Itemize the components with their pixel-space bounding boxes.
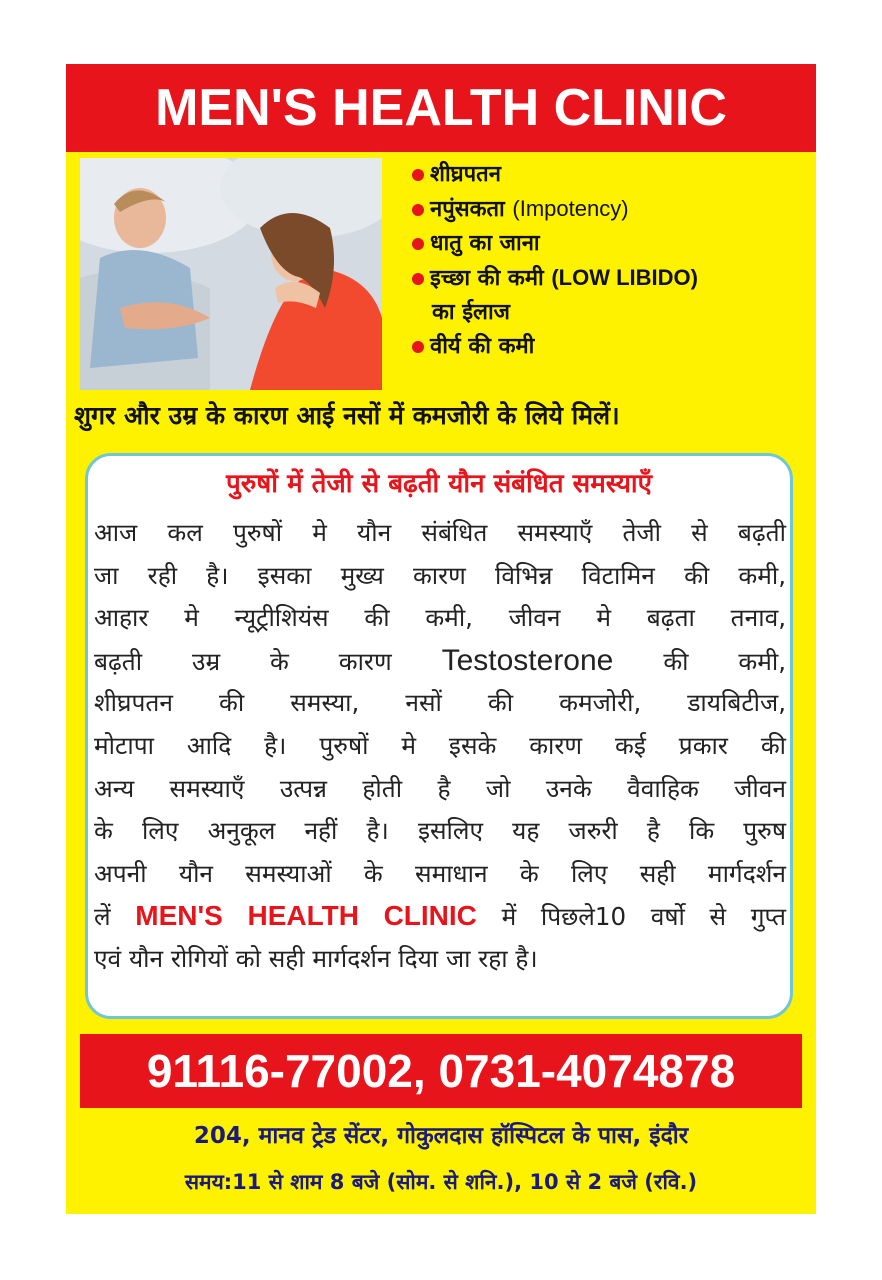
treatment-list xyxy=(412,158,812,364)
list-item xyxy=(412,261,812,330)
bullet-dot-icon xyxy=(412,238,424,250)
body-line: आहार मे न्यूट्रीशियंस की कमी, जीवन मे बढ़ता तनाव, xyxy=(94,603,786,633)
body-line: जा रही है। इसका मुख्य कारण विभिन्न विटामिन की कमी, xyxy=(94,560,786,590)
bullet-dot-icon xyxy=(412,341,424,353)
list-item-label: धातु का जाना xyxy=(430,231,540,256)
bullet-dot-icon xyxy=(412,169,424,181)
clinic-timing: समय:11 से शाम 8 बजे (सोम. से शनि.), 10 से 2 बजे (रवि.) xyxy=(184,1170,698,1194)
list-item xyxy=(412,227,812,261)
phone-numbers[interactable]: 91116-77002, 0731-4074878 xyxy=(80,1034,802,1108)
body-line: शीघ्रपतन की समस्या, नसों की कमजोरी, डायबिटीज, xyxy=(94,688,786,718)
clinic-address: 204, मानव ट्रेड सेंटर, गोकुलदास हॉस्पिटल के पास, इंदौर xyxy=(193,1123,689,1149)
body-text: बढ़ती उम्र के कारण xyxy=(94,646,392,676)
couple-photo-illustration xyxy=(80,158,382,390)
bullet-dot-icon xyxy=(412,273,424,285)
body-text: की कमी, xyxy=(663,646,786,676)
list-item-english: (LOW LIBIDO) xyxy=(551,265,698,290)
bullet-dot-icon xyxy=(412,204,424,216)
list-item-label: नपुंसकता xyxy=(430,197,505,222)
body-text: में पिछले10 वर्षो से गुप्त xyxy=(501,902,787,932)
testosterone-text: Testosterone xyxy=(441,643,614,677)
body-line: एवं यौन रोगियों को सही मार्गदर्शन दिया जा रहा है। xyxy=(94,943,538,973)
list-item-label: इच्छा की कमी xyxy=(430,266,544,291)
poster xyxy=(66,64,816,1214)
list-item xyxy=(412,158,812,192)
list-item-label: शीघ्रपतन xyxy=(430,162,501,187)
list-item-english: (Impotency) xyxy=(512,196,629,221)
body-line: मोटापा आदि है। पुरुषों मे इसके कारण कई प्रकार की xyxy=(94,730,786,760)
subheadline: शुगर और उम्र के कारण आई नसों में कमजोरी के लिये मिलें। xyxy=(74,401,620,430)
body-text: लें xyxy=(94,902,111,932)
list-item xyxy=(412,192,812,227)
body-line xyxy=(94,640,786,683)
list-item xyxy=(412,330,812,364)
info-panel xyxy=(85,453,793,1019)
body-line xyxy=(94,895,786,938)
body-line: अपनी यौन समस्याओं के समाधान के लिए सही मार्गदर्शन xyxy=(94,858,786,888)
panel-body xyxy=(94,512,786,981)
list-item-label: वीर्य की कमी xyxy=(430,334,535,359)
list-item-sub: का ईलाज xyxy=(432,300,510,325)
panel-heading: पुरुषों में तेजी से बढ़ती यौन संबंधित समस्याएँ xyxy=(225,469,653,499)
body-line: आज कल पुरुषों मे यौन संबंधित समस्याएँ तेजी से बढ़ती xyxy=(94,518,786,547)
body-line: अन्य समस्याएँ उत्पन्न होती है जो उनके वैवाहिक जीवन xyxy=(94,773,786,803)
couple-in-bed-photo xyxy=(80,158,382,390)
brand-name-text: MEN'S HEALTH CLINIC xyxy=(135,900,477,932)
clinic-title: MEN'S HEALTH CLINIC xyxy=(66,64,816,152)
body-line: के लिए अनुकूल नहीं है। इसलिए यह जरुरी है कि पुरुष xyxy=(94,816,786,846)
